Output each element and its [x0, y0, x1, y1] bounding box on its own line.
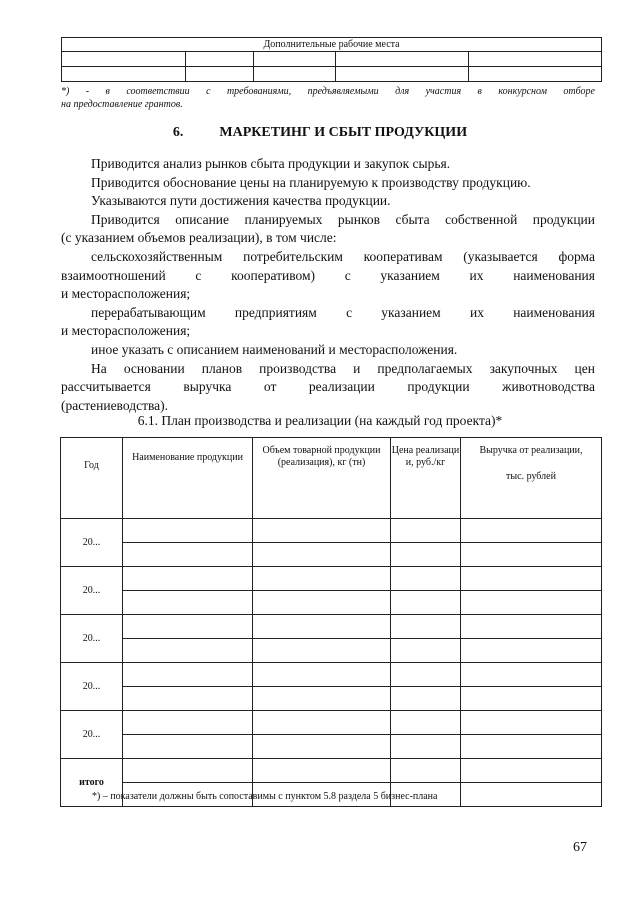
table-row [61, 591, 602, 615]
paragraph: Приводится обоснование цены на планируемую к производству продукцию. [91, 174, 531, 190]
page-number: 67 [573, 840, 587, 855]
additional-jobs-table [61, 37, 602, 82]
table-row [61, 615, 602, 639]
header-product: Наименование продукции [123, 438, 253, 519]
section-body [61, 155, 595, 415]
paragraph: и месторасположения; [61, 286, 191, 302]
header-revenue [461, 438, 602, 519]
year-cell: 20... [61, 567, 123, 615]
header-year: Год [61, 438, 123, 519]
section-number: 6. [172, 125, 184, 140]
footnote-top-line2: на предоставление грантов. [61, 99, 183, 110]
table-row [61, 687, 602, 711]
table-row [62, 52, 602, 67]
table-row [61, 639, 602, 663]
year-cell: 20... [61, 711, 123, 759]
header-price: Цена реализаци и, руб./кг [391, 438, 461, 519]
production-plan-table [60, 437, 602, 807]
table-header-row [61, 438, 602, 519]
header-revenue-line1: Выручка от реализации, [479, 445, 583, 456]
paragraph: перерабатывающим предприятиям с указанием их наименования [91, 304, 595, 320]
table-row [61, 567, 602, 591]
table-row [61, 543, 602, 567]
table-row [61, 663, 602, 687]
table-row [62, 67, 602, 82]
header-revenue-line2: тыс. рублей [506, 471, 556, 482]
paragraph: На основании планов производства и предполагаемых закупочных цен [91, 360, 595, 376]
section-heading [0, 124, 640, 142]
footnote-top-line1: *) - в соответствии с требованиями, предъявляемыми для участия в конкурсном отборе [61, 86, 595, 97]
year-cell: 20... [61, 663, 123, 711]
footnote-bottom: *) – показатели должны быть сопоставимы с пунктом 5.8 раздела 5 бизнес-плана [92, 791, 438, 802]
year-cell: 20... [61, 615, 123, 663]
total-cell: итого [61, 759, 123, 807]
table-row [61, 519, 602, 543]
additional-jobs-header: Дополнительные рабочие места [62, 38, 602, 52]
header-volume: Объем товарной продукции (реализация), кг (тн) [253, 438, 391, 519]
paragraph: взаимоотношений с кооперативом) с указанием их наименования [61, 267, 595, 283]
paragraph: сельскохозяйственным потребительским кооперативам (указывается форма [91, 248, 595, 264]
paragraph: иное указать с описанием наименований и месторасположения. [91, 341, 458, 357]
paragraph: Приводится описание планируемых рынков сбыта собственной продукции [91, 211, 595, 227]
section-title: МАРКЕТИНГ И СБЫТ ПРОДУКЦИИ [219, 125, 468, 140]
table-row [61, 711, 602, 735]
paragraph: и месторасположения; [61, 323, 191, 339]
paragraph: (с указанием объемов реализации), в том числе: [61, 230, 337, 246]
paragraph: Указываются пути достижения качества продукции. [91, 193, 391, 209]
table-row [61, 759, 602, 783]
table-title: 6.1. План производства и реализации (на каждый год проекта)* [137, 413, 503, 428]
table-row [61, 735, 602, 759]
paragraph: рассчитывается выручка от реализации продукции животноводства [61, 379, 595, 395]
year-cell: 20... [61, 519, 123, 567]
paragraph: (растениеводства). [61, 397, 169, 413]
paragraph: Приводится анализ рынков сбыта продукции и закупок сырья. [91, 156, 451, 171]
